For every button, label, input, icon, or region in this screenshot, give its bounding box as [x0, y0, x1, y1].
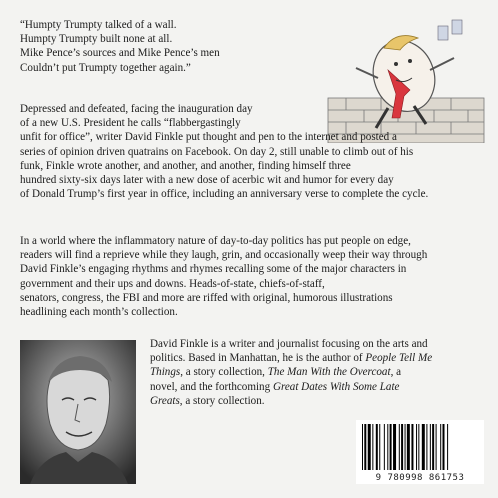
barcode-bar	[443, 424, 445, 470]
text-line: In a world where the inflammatory nature of day-to-day politics has put people on edge,	[20, 235, 411, 247]
barcode-bar	[362, 424, 363, 470]
barcode-bar	[393, 424, 396, 470]
barcode-bar	[436, 424, 437, 470]
book-title: Things	[150, 366, 181, 379]
barcode-bars	[362, 424, 478, 470]
barcode-bar	[426, 424, 427, 470]
author-photo	[20, 340, 136, 484]
text-line: hundred sixty-six days later with a new dose of acerbic wit and humor for every day	[20, 174, 394, 187]
text-line: series of opinion driven quatrains on Facebook. On day 2, still unable to climb out of his	[20, 145, 414, 158]
text-line: readers will find a reprieve while they laugh, grin, and occasionally weep their way through	[20, 249, 428, 262]
text-line: government and their ups and downs. Heads-of-state, chiefs-of-staff,	[20, 277, 325, 290]
bio-line-4: novel, and the forthcoming Great Dates With Some Late	[150, 380, 400, 393]
barcode-bar	[364, 424, 366, 470]
isbn-barcode	[356, 420, 484, 484]
book-title: The Man With the Overcoat	[267, 366, 391, 379]
barcode-bar	[399, 424, 400, 470]
book-title: Greats	[150, 394, 180, 407]
description-paragraph-1	[20, 102, 428, 201]
barcode-bar	[368, 424, 371, 470]
barcode-bar	[390, 424, 392, 470]
barcode-bar	[432, 424, 434, 470]
barcode-bar	[407, 424, 410, 470]
book-title: Great Dates With Some Late	[272, 380, 400, 393]
text-line: unfit for office”, writer David Finkle put thought and pen to the internet and posted a	[20, 131, 397, 144]
text-line: David Finkle’s engaging rhythms and rhymes recalling some of the major characters in	[20, 263, 407, 276]
bio-line-5: Greats, a story collection.	[150, 394, 265, 407]
poem-line: Mike Pence’s sources and Mike Pence’s men	[20, 47, 220, 60]
book-title: People Tell Me	[365, 352, 433, 365]
text-line: senators, congress, the FBI and more are riffed with original, humorous illustrations	[20, 291, 393, 304]
text-line: of a new U.S. President he calls “flabbergastingly	[20, 117, 241, 130]
poem-line: “Humpty Trumpty talked of a wall.	[20, 19, 177, 31]
poem-line: Humpty Trumpty built none at all.	[20, 33, 173, 46]
barcode-bar	[416, 424, 417, 470]
barcode-bar	[440, 424, 441, 470]
bio-line-1: David Finkle is a writer and journalist focusing on the arts and	[150, 338, 428, 350]
text-line: headlining each month’s collection.	[20, 306, 178, 319]
text-line: Depressed and defeated, facing the inauguration day	[20, 103, 253, 115]
barcode-bar	[418, 424, 419, 470]
barcode-bar	[372, 424, 373, 470]
barcode-bar	[379, 424, 380, 470]
text-line: funk, Finkle wrote another, and another, and another, finding himself three	[20, 159, 351, 172]
description-paragraph-2	[20, 234, 427, 319]
barcode-bar	[422, 424, 425, 470]
barcode-bar	[447, 424, 448, 470]
barcode-bar	[387, 424, 388, 470]
author-bio	[150, 337, 432, 408]
bio-line-3: Things, a story collection, The Man With the Overcoat, a	[150, 366, 402, 379]
isbn-number: 9 780998 861753	[375, 473, 465, 483]
text-line: of Donald Trump’s first year in office, including an anniversary verse to complete the cycle.	[20, 188, 429, 201]
barcode-bar	[411, 424, 413, 470]
bio-line-2: politics. Based in Manhattan, he is the author of People Tell Me	[150, 352, 433, 365]
poem	[20, 18, 220, 75]
barcode-bar	[405, 424, 406, 470]
barcode-bar	[401, 424, 403, 470]
barcode-bar	[376, 424, 378, 470]
barcode-bar	[384, 424, 385, 470]
poem-line: Couldn’t put Trumpty together again.”	[20, 61, 191, 74]
barcode-bar	[430, 424, 431, 470]
